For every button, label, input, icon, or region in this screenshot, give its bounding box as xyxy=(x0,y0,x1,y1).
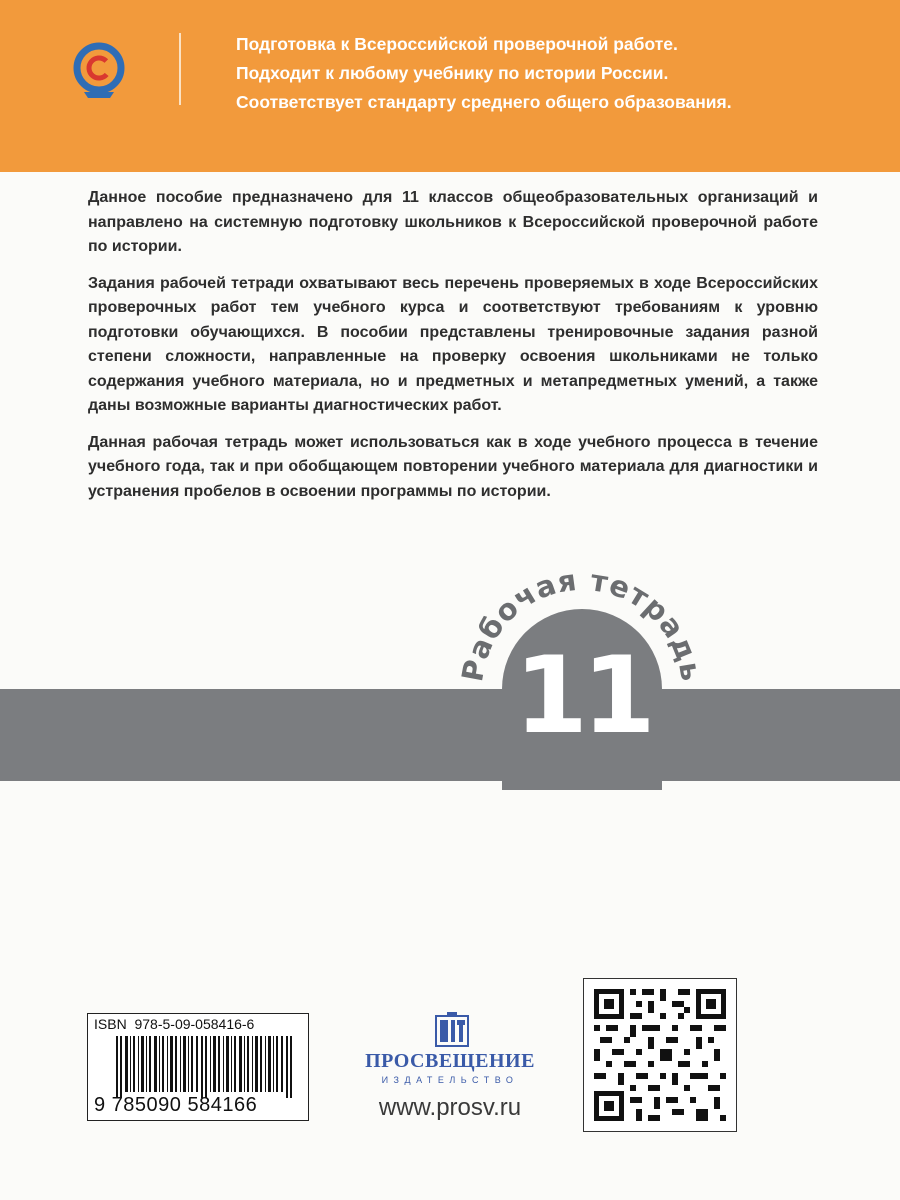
barcode-digits: 9 785090 584166 xyxy=(94,1094,258,1116)
description-paragraph: Задания рабочей тетради охватывают весь перечень проверяемых в ходе Всероссийских проверочных работ тем учебного курса и соответствуют требованиям к уровню подготовки обучающихся. В пособии представлены тренировочные задания разной степени сложности, направленные на проверку освоения школьниками не только содержания учебного материала, но и предметных и метапредметных умений, а также даны возможные варианты диагностических работ. xyxy=(88,274,818,414)
publisher-url[interactable]: www.prosv.ru xyxy=(378,1094,522,1121)
badge-arc-text: Рабочая тетрадь xyxy=(455,562,709,685)
header-band xyxy=(0,0,900,172)
header-divider xyxy=(179,33,181,105)
badge-grade-number: 11 xyxy=(514,634,650,757)
header-text xyxy=(236,30,876,117)
isbn-label: ISBN xyxy=(94,1016,127,1032)
description-paragraph: Данная рабочая тетрадь может использоваться как в ходе учебного процесса в течение учебного года, так и при обобщающем повторении учебного материала для диагностики и устранения пробелов в освоении программы по истории. xyxy=(88,433,818,500)
description xyxy=(88,186,818,516)
publisher-logo-icon xyxy=(70,40,128,102)
workbook-badge xyxy=(430,520,730,790)
description-paragraph: Данное пособие предназначено для 11 классов общеобразовательных организаций и направлено на системную подготовку школьников к Всероссийской проверочной работе по истории. xyxy=(88,189,818,255)
qr-block xyxy=(583,978,737,1132)
publisher-subtitle: ИЗДАТЕЛЬСТВО xyxy=(381,1075,519,1085)
publisher-emblem-icon xyxy=(435,1012,469,1048)
isbn-number: 978-5-09-058416-6 xyxy=(134,1016,255,1032)
header-line: Соответствует стандарту среднего общего образования. xyxy=(236,92,732,112)
header-line: Подходит к любому учебнику по истории России. xyxy=(236,63,669,83)
qr-code-icon[interactable] xyxy=(594,989,726,1121)
publisher-block xyxy=(340,1012,560,1132)
isbn-block xyxy=(87,1013,309,1121)
isbn-label-line xyxy=(94,1016,254,1032)
barcode-icon xyxy=(116,1036,292,1098)
header-line: Подготовка к Всероссийской проверочной работе. xyxy=(236,34,678,54)
publisher-name: ПРОСВЕЩЕНИЕ xyxy=(365,1050,535,1072)
